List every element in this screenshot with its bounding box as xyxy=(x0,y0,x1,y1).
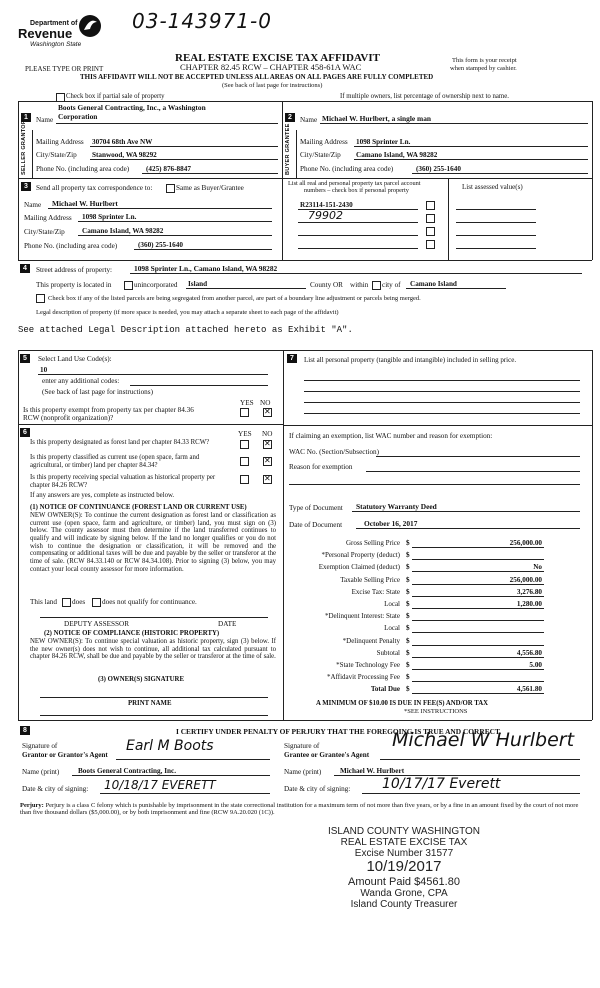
corr-mailing-label: Mailing Address xyxy=(24,214,72,222)
buyer-side-label: BUYER GRANTEE xyxy=(285,123,291,175)
seller-name-line2[interactable]: Corporation xyxy=(58,112,98,121)
county-or: County OR xyxy=(310,281,343,289)
land-does-checkbox[interactable] xyxy=(62,598,71,607)
tax-row-label: *Personal Property (deduct) xyxy=(321,551,400,560)
parcel-number-2[interactable]: 79902 xyxy=(308,209,343,222)
stamp-line7: Island County Treasurer xyxy=(350,898,458,910)
seller-mailing-label: Mailing Address xyxy=(36,138,84,146)
grantor-date-city-label: Date & city of signing: xyxy=(22,785,89,793)
tax-row-dollar: $ xyxy=(406,673,410,682)
corr-city[interactable]: Camano Island, WA 98282 xyxy=(82,227,164,235)
tax-row-dollar: $ xyxy=(406,636,410,645)
q1-no-checkbox[interactable] xyxy=(263,440,272,449)
s6-yes: YES xyxy=(238,430,252,438)
parcel-4-personal-checkbox[interactable] xyxy=(426,240,435,249)
parcels-header-2: numbers – check box if personal property xyxy=(304,187,409,194)
parcel-number-1[interactable]: R23114-151-2430 xyxy=(300,201,353,209)
seller-name-label: Name xyxy=(36,116,54,124)
dor-logo-icon xyxy=(78,13,102,39)
corr-name-label: Name xyxy=(24,201,42,209)
grantor-date-city[interactable]: 10/18/17 EVERETT xyxy=(104,778,216,792)
grantee-date-city[interactable]: 10/17/17 Everett xyxy=(382,776,501,792)
buyer-city[interactable]: Camano Island, WA 98282 xyxy=(356,151,438,159)
form-warning: THIS AFFIDAVIT WILL NOT BE ACCEPTED UNLESS ALL AREAS ON ALL PAGES ARE FULLY COMPLETED xyxy=(80,73,434,81)
section-7-number: 7 xyxy=(287,354,297,363)
tax-row-dollar: $ xyxy=(406,685,410,694)
please-type: PLEASE TYPE OR PRINT xyxy=(25,65,104,73)
receipt-note-1: This form is your receipt xyxy=(452,57,517,64)
see-back: (See back of last page for instructions) xyxy=(222,82,323,89)
q2-yes-checkbox[interactable] xyxy=(240,457,249,466)
reason-label: Reason for exemption xyxy=(289,463,353,471)
tax-row-value[interactable]: 256,000.00 xyxy=(509,539,542,547)
land-does-not: does not qualify for continuance. xyxy=(102,598,197,606)
form-chapter: CHAPTER 82.45 RCW – CHAPTER 458-61A WAC xyxy=(180,62,362,72)
this-land: This land xyxy=(30,598,57,606)
parcel-1-personal-checkbox[interactable] xyxy=(426,201,435,210)
tax-row-dollar: $ xyxy=(406,600,410,608)
logo-line1: Department of xyxy=(30,20,78,27)
form-title: REAL ESTATE EXCISE TAX AFFIDAVIT xyxy=(175,52,380,64)
deputy-assessor: DEPUTY ASSESSOR xyxy=(64,620,130,628)
buyer-name[interactable]: Michael W. Hurlbert, a single man xyxy=(322,114,432,123)
sig-grantee-1: Signature of xyxy=(284,742,320,750)
logo-line3: Washington State xyxy=(30,41,82,48)
tax-row-label: Local xyxy=(384,624,400,633)
grantor-signature[interactable]: Earl M Boots xyxy=(126,738,214,754)
city-of-label: city of xyxy=(382,281,401,289)
buyer-mailing-label: Mailing Address xyxy=(300,138,348,146)
land-use-see-back: (See back of last page for instructions) xyxy=(42,388,153,396)
stamp-line3: Excise Number 31577 xyxy=(354,848,454,859)
tax-row-label: *State Technology Fee xyxy=(336,661,400,669)
assessed-header: List assessed value(s) xyxy=(462,183,523,191)
tax-row-dollar: $ xyxy=(406,661,410,669)
same-as-buyer-checkbox[interactable] xyxy=(166,184,175,193)
doc-type[interactable]: Statutory Warranty Deed xyxy=(356,502,437,511)
q1-yes-checkbox[interactable] xyxy=(240,440,249,449)
see-instructions: *SEE INSTRUCTIONS xyxy=(404,708,468,715)
within-label: within xyxy=(350,281,369,289)
segregated-checkbox[interactable] xyxy=(36,294,45,303)
tax-row-label: Subtotal xyxy=(376,648,400,657)
tax-row-label: Local xyxy=(384,600,400,608)
logo-line2: Revenue xyxy=(18,26,73,41)
seller-city[interactable]: Stanwood, WA 98292 xyxy=(92,151,157,159)
seller-name-line1: Boots General Contracting, Inc., a Washington xyxy=(58,103,206,112)
land-use-no: NO xyxy=(260,399,271,407)
additional-codes-label: enter any additional codes: xyxy=(42,377,120,385)
seller-phone[interactable]: (425) 876-8847 xyxy=(146,165,191,173)
wac-label: WAC No. (Section/Subsection) xyxy=(289,448,380,456)
street-value[interactable]: 1098 Sprinter Ln., Camano Island, WA 98282 xyxy=(134,264,278,273)
tax-row-dollar: $ xyxy=(406,648,410,657)
land-use-code[interactable]: 10 xyxy=(40,366,48,374)
owner-signature: (3) OWNER(S) SIGNATURE xyxy=(98,676,184,683)
notice1-body: NEW OWNER(S): To continue the current designation as forest land or classification as current use (open space, farm and agriculture, or timber) land, you must sign on (3) below. The county assessor must then determine if the land transferred continues to qualify and will indicate by signing below. If the land no longer qualifies or you do not wish to continue the designation or classification, it will be removed and the compensating or additional taxes will be due and payable by the seller or transferor at the time of sale. (RCW 84.33.140 or RCW 84.34.108). Prior to signing (3) below, you may contact your local county assessor for more information. xyxy=(30,512,276,573)
tax-row-label: *Affidavit Processing Fee xyxy=(327,673,400,682)
tax-row-label: Excise Tax: State xyxy=(351,587,400,596)
section-5-number: 5 xyxy=(20,354,30,363)
legal-label: Legal description of property (if more space is needed, you may attach a separate sheet to each page of the affidavit) xyxy=(36,309,339,316)
within-city-checkbox[interactable] xyxy=(372,281,381,290)
exempt-yes-checkbox[interactable] xyxy=(240,408,249,417)
tax-row-dollar: $ xyxy=(406,563,410,572)
section-8-number: 8 xyxy=(20,726,30,735)
exempt-question: Is this property exempt from property tax per chapter 84.36 RCW (nonprofit organization)? xyxy=(23,406,194,423)
multiple-owners-note: If multiple owners, list percentage of ownership next to name. xyxy=(340,93,509,100)
deputy-date: DATE xyxy=(218,620,237,628)
stamp-date: 10/19/2017 xyxy=(366,858,442,875)
tax-row-value[interactable]: 3,276.80 xyxy=(516,587,542,596)
notice2-title: (2) NOTICE OF COMPLIANCE (HISTORIC PROPERTY) xyxy=(44,630,220,637)
parcel-2-personal-checkbox[interactable] xyxy=(426,214,435,223)
parcels-header-1: List all real and personal property tax parcel account xyxy=(288,180,421,187)
tax-row-dollar: $ xyxy=(406,624,410,633)
tax-row-label: *Delinquent Interest: State xyxy=(324,612,400,621)
parcel-3-personal-checkbox[interactable] xyxy=(426,227,435,236)
q3-no-checkbox[interactable] xyxy=(263,475,272,484)
grantee-date-city-label: Date & city of signing: xyxy=(284,785,351,793)
unincorporated-checkbox[interactable] xyxy=(124,281,133,290)
sig-grantor-1: Signature of xyxy=(22,742,58,750)
section-4-number: 4 xyxy=(20,264,30,273)
tax-row-label: Total Due xyxy=(370,685,400,694)
receipt-note-2: when stamped by cashier. xyxy=(450,65,517,72)
land-use-yes: YES xyxy=(240,399,254,407)
handwritten-number: 03-143971-0 xyxy=(132,9,272,33)
corr-phone[interactable]: (360) 255-1640 xyxy=(138,241,183,249)
corr-mailing[interactable]: 1098 Sprinter Ln. xyxy=(82,213,137,221)
grantor-name-print[interactable]: Boots General Contracting, Inc. xyxy=(78,767,177,775)
doc-type-label: Type of Document xyxy=(289,504,343,512)
tax-row-dollar: $ xyxy=(406,575,410,584)
buyer-phone-label: Phone No. (including area code) xyxy=(300,165,394,173)
perjury-note xyxy=(20,802,588,817)
exempt-no-checkbox[interactable] xyxy=(263,408,272,417)
legal-description[interactable]: See attached Legal Description attached hereto as Exhibit "A". xyxy=(18,325,353,335)
buyer-mailing[interactable]: 1098 Sprinter Ln. xyxy=(356,138,411,146)
tax-row-value[interactable]: 1,280.00 xyxy=(516,600,542,608)
located-prefix: This property is located in xyxy=(36,281,112,289)
tax-row-dollar: $ xyxy=(406,587,410,596)
land-use-label: Select Land Use Code(s): xyxy=(38,355,112,363)
tax-row-label: *Delinquent Penalty xyxy=(342,636,400,645)
notice1-title: (1) NOTICE OF CONTINUANCE (FOREST LAND OR CURRENT USE) xyxy=(30,504,247,511)
q2-no-checkbox[interactable] xyxy=(263,457,272,466)
certify-text: I CERTIFY UNDER PENALTY OF PERJURY THAT THE FOREGOING IS TRUE AND CORRECT. xyxy=(176,727,502,736)
stamp-line1: ISLAND COUNTY WASHINGTON xyxy=(327,826,481,837)
stamp-amount: Amount Paid $4561.80 xyxy=(348,875,460,888)
tax-row-value[interactable]: No xyxy=(533,563,542,572)
street-label: Street address of property: xyxy=(36,266,113,274)
tax-row-label: Exemption Claimed (deduct) xyxy=(318,563,400,572)
treasurer-stamp xyxy=(300,826,508,910)
section-1-number: 1 xyxy=(21,113,31,122)
grantee-name-label: Name (print) xyxy=(284,768,322,776)
doc-date-label: Date of Document xyxy=(289,521,343,529)
personal-property-label: List all personal property (tangible and intangible) included in selling price. xyxy=(304,356,517,364)
seller-city-label: City/State/Zip xyxy=(36,151,77,159)
stamp-line6: Wanda Grone, CPA xyxy=(360,887,448,899)
s6-no: NO xyxy=(262,430,273,438)
tax-row-value[interactable]: 5.00 xyxy=(529,661,542,669)
sig-grantor-2: Grantor or Grantor's Agent xyxy=(22,751,108,759)
perjury-label: Perjury: xyxy=(20,802,44,809)
seller-mailing[interactable]: 30704 68th Ave NW xyxy=(92,138,153,146)
perjury-text: Perjury is a class C felony which is punishable by imprisonment in the state correctional institution for a maximum term of not more than five years, or by a fine in an amount fixed by the court of not more than five thousand dollars ($5,000.00), or by both imprisonment and fine (RCW 9A.20.020 (1C)). xyxy=(20,802,579,817)
section-3-number: 3 xyxy=(21,182,31,191)
city-value[interactable]: Camano Island xyxy=(410,280,457,288)
tax-row-dollar: $ xyxy=(406,551,410,560)
s6-q1: Is this property designated as forest land per chapter 84.33 RCW? xyxy=(30,439,210,446)
minimum-due: A MINIMUM OF $10.00 IS DUE IN FEE(S) AND/OR TAX xyxy=(316,700,489,707)
same-as-buyer-label: Same as Buyer/Grantee xyxy=(176,184,244,192)
tax-row-dollar: $ xyxy=(406,612,410,621)
land-does: does xyxy=(72,598,86,606)
stamp-line2: REAL ESTATE EXCISE TAX xyxy=(340,837,468,848)
tax-row-value[interactable]: 256,000.00 xyxy=(509,575,542,584)
seller-phone-label: Phone No. (including area code) xyxy=(36,165,130,173)
grantee-signature[interactable]: Michael W Hurlbert xyxy=(392,729,575,751)
grantor-name-label: Name (print) xyxy=(22,768,60,776)
buyer-name-label: Name xyxy=(300,116,318,124)
segregated-label: Check box if any of the listed parcels are being segregated from another parcel, are part of a boundary line adjustment or parcels being merged. xyxy=(48,295,421,302)
corr-city-label: City/State/Zip xyxy=(24,228,65,236)
unincorporated-label: unincorporated xyxy=(134,281,178,289)
tax-row-label: Taxable Selling Price xyxy=(340,575,400,584)
print-name: PRINT NAME xyxy=(128,700,172,707)
notice2-body: NEW OWNER(S): To continue special valuation as historic property, sign (3) below. If the new owner(s) does not wish to continue, all additional tax calculated pursuant to chapter 84.26 RCW, shall be due and payable by the seller or transferor at the time of sale. xyxy=(30,638,276,661)
exemption-label: If claiming an exemption, list WAC number and reason for exemption: xyxy=(289,432,493,440)
tax-row-value[interactable]: 4,561.80 xyxy=(516,685,542,694)
unincorporated-county[interactable]: Island xyxy=(188,280,208,288)
buyer-phone[interactable]: (360) 255-1640 xyxy=(416,165,461,173)
s6-q2: Is this property classified as current use (open space, farm and agricultural, or timber) land per chapter 84.34? xyxy=(30,454,200,469)
corr-phone-label: Phone No. (including area code) xyxy=(24,242,118,250)
tax-row-label: Gross Selling Price xyxy=(345,539,400,547)
section-2-number: 2 xyxy=(285,113,295,122)
q3-yes-checkbox[interactable] xyxy=(240,475,249,484)
s6-note: If any answers are yes, complete as instructed below. xyxy=(30,492,175,499)
buyer-city-label: City/State/Zip xyxy=(300,151,341,159)
grantee-name-print[interactable]: Michael W. Hurlbert xyxy=(340,767,405,775)
sig-grantee-2: Grantee or Grantee's Agent xyxy=(284,751,370,759)
doc-date[interactable]: October 16, 2017 xyxy=(364,519,418,528)
partial-sale-label: Check box if partial sale of property xyxy=(66,93,165,100)
seller-side-label: SELLER GRANTOR xyxy=(21,119,27,175)
land-does-not-checkbox[interactable] xyxy=(92,598,101,607)
correspondence-label: Send all property tax correspondence to: xyxy=(36,184,153,192)
tax-row-dollar: $ xyxy=(406,539,410,547)
section-6-number: 6 xyxy=(20,428,30,437)
s6-q3: Is this property receiving special valuation as historical property per chapter 84.26 RCW? xyxy=(30,474,216,489)
tax-row-value[interactable]: 4,556.80 xyxy=(516,648,542,657)
corr-name[interactable]: Michael W. Hurlbert xyxy=(52,199,118,208)
